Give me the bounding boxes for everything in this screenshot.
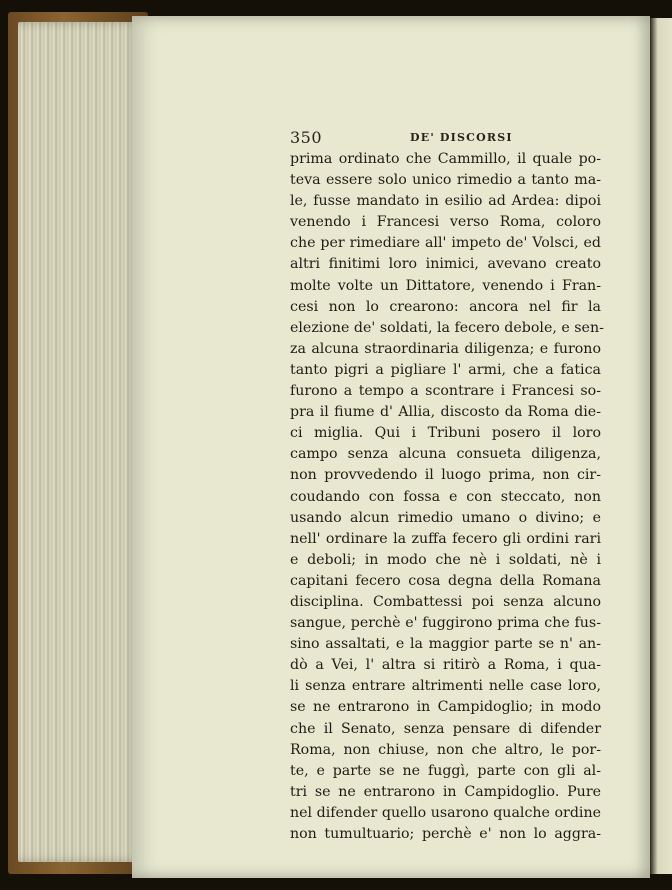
text-line: capitani fecero cosa degna della Romana [290,572,601,589]
page-edges [18,22,140,862]
text-line: altri finitimi loro inimici, avevano creato [290,256,601,273]
text-line: cesi non lo crearono: ancora nel fir la [290,298,601,315]
text-line: disciplina. Combattessi poi senza alcuno [290,593,601,610]
text-line: non tumultuario; perchè e' non lo aggra- [290,826,601,842]
text-line: molte volte un Dittatore, venendo i Fran- [290,277,601,294]
text-line: teva essere solo unico rimedio a tanto ma- [290,172,601,189]
text-line: usando alcun rimedio umano o divino; e [290,509,601,526]
text-line: dò a Vei, l' altra si ritirò a Roma, i qua- [290,657,601,674]
text-line: tanto pigri a pigliare l' armi, che a fatica [290,361,601,378]
body-text [290,149,604,845]
page-number: 350 [290,128,323,147]
text-line: tri se ne entrarono in Campidoglio. Pure [290,783,601,800]
text-line: se ne entrarono in Campidoglio; in modo [290,699,601,716]
text-line: pra il fiume d' Allia, discosto da Roma die- [290,404,601,421]
facing-page-edge [650,18,672,874]
text-line: e deboli; in modo che nè i soldati, nè i [290,551,601,568]
text-line: furono a tempo a scontrare i Francesi so- [290,383,601,400]
text-line: nell' ordinare la zuffa fecero gli ordini rari [290,530,601,547]
text-line: za alcuna straordinaria diligenza; e furono [290,340,601,357]
text-line: non provvedendo il luogo prima, non cir- [290,467,601,484]
text-line: li senza entrare altrimenti nelle case loro, [290,678,601,695]
text-line: nel difender quello usarono qualche ordine [290,804,601,821]
text-line: le, fusse mandato in esilio ad Ardea: dipoi [290,193,601,210]
text-line: elezione de' soldati, la fecero debole, e sen- [290,319,604,336]
text-line: campo senza alcuna consueta diligenza, [290,446,601,463]
text-line: sino assaltati, e la maggior parte se n' an- [290,636,601,653]
text-line: prima ordinato che Cammillo, il quale po- [290,151,601,167]
text-line: Roma, non chiuse, non che altro, le por- [290,741,601,758]
text-line: che il Senato, senza pensare di difender [290,720,601,737]
running-head: DE' DISCORSI [410,131,513,144]
page-header [290,128,605,150]
text-line: sangue, perchè e' fuggirono prima che fus- [290,615,601,632]
text-line: te, e parte se ne fuggì, parte con gli al- [290,762,601,779]
text-line: ci miglia. Qui i Tribuni posero il loro [290,425,601,442]
text-line: venendo i Francesi verso Roma, coloro [290,214,601,231]
text-line: che per rimediare all' impeto de' Volsci, ed [290,235,601,252]
text-line: coudando con fossa e con steccato, non [290,488,601,505]
